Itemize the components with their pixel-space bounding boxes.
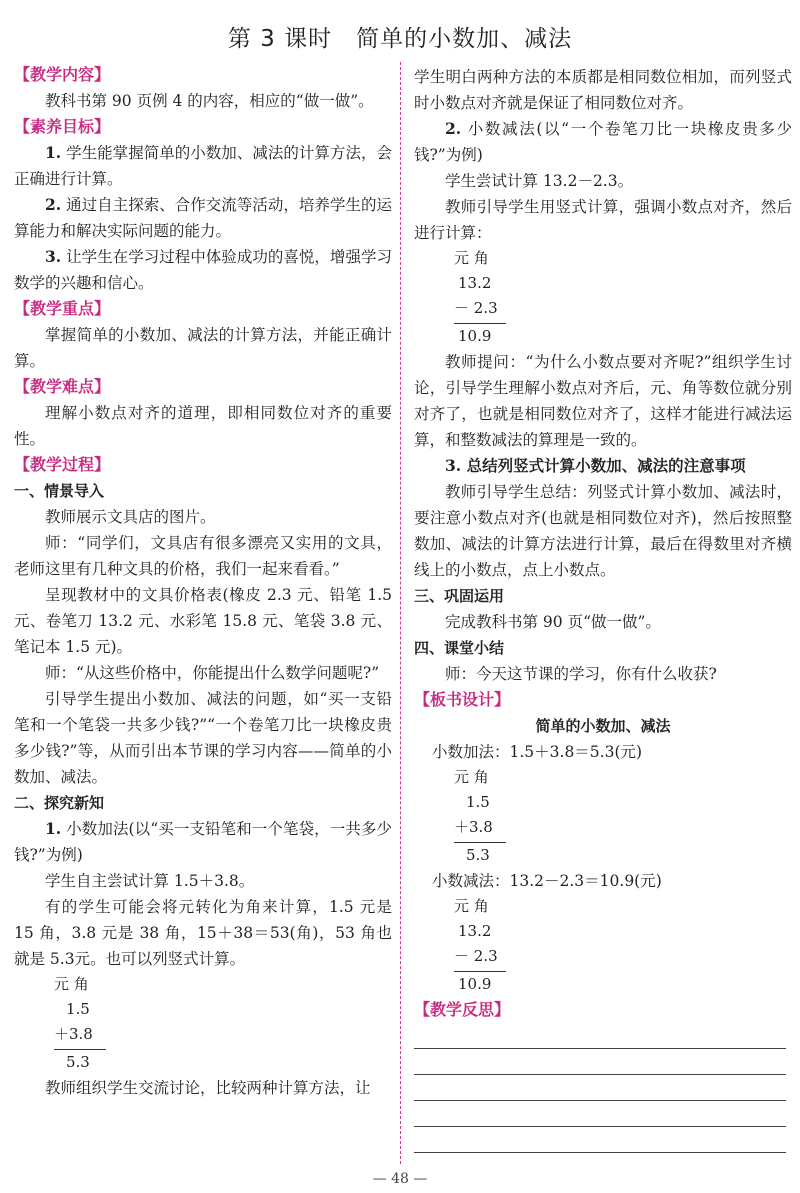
page-number: — 48 — [372, 1171, 428, 1187]
heading-practice: 三、巩固运用 [414, 587, 505, 605]
goal-item: 2. 通过自主探索、合作交流等活动，培养学生的运算能力和解决实际问题的能力。 [14, 195, 392, 240]
paragraph: 师：今天这节课的学习，你有什么收获? [445, 665, 717, 683]
unit-header: 元 角 [454, 897, 489, 915]
writing-line[interactable] [414, 1049, 786, 1075]
reflection-lines [414, 1023, 792, 1153]
paragraph: 引导学生提出小数加、减法的问题，如“买一支铅笔和一个笔袋一共多少钱?”“一个卷笔刀比一块橡皮贵多少钱?”等，从而引出本节课的学习内容——简单的小数加、减法。 [14, 690, 392, 786]
unit-header: 元 角 [54, 975, 89, 993]
section-reflection: 【教学反思】 [414, 1000, 511, 1019]
heading-summary: 四、课堂小结 [414, 639, 505, 657]
section-difficulties: 【教学难点】 [14, 377, 111, 396]
paragraph: 有的学生可能会将元转化为角来计算，1.5 元是 15 角，3.8 元是 38 角，15＋38＝53(角)，53 角也就是 5.3元。也可以列竖式计算。 [14, 898, 392, 968]
heading-new-knowledge: 二、探究新知 [14, 794, 105, 812]
paragraph: 学生明白两种方法的本质都是相同数位相加，而列竖式时小数点对齐就是保证了相同数位对齐。 [414, 68, 792, 112]
board-title: 简单的小数加、减法 [535, 717, 671, 735]
board-subtraction: 小数减法：13.2－2.3＝10.9(元) [432, 872, 662, 890]
paragraph: 完成教科书第 90 页“做一做”。 [445, 613, 661, 631]
result: 10.9 [458, 975, 492, 993]
page-title: 第 3 课时 简单的小数加、减法 [227, 26, 573, 52]
paragraph: 学生自主尝试计算 1.5＋3.8。 [45, 872, 255, 890]
result: 5.3 [466, 846, 490, 864]
writing-line[interactable] [414, 1023, 786, 1049]
board-vertical-subtraction [454, 894, 792, 997]
paragraph: 教师提问：“为什么小数点要对齐呢?”组织学生讨论，引导学生理解小数点对齐后，元、角等数位就分别对齐了，也就是相同数位对齐了，这样才能进行减法运算，和整数减法的算理是一致的。 [414, 353, 792, 449]
board-addition: 小数加法：1.5＋3.8＝5.3(元) [432, 743, 643, 761]
unit-header: 元 角 [454, 768, 489, 786]
column-divider [400, 62, 401, 1164]
paragraph: 教科书第 90 页例 4 的内容，相应的“做一做”。 [45, 92, 374, 110]
result: 10.9 [458, 327, 492, 345]
left-column [14, 62, 392, 1101]
paragraph: 学生尝试计算 13.2－2.3。 [445, 172, 634, 190]
writing-line[interactable] [414, 1075, 786, 1101]
paragraph: 呈现教材中的文具价格表(橡皮 2.3 元、铅笔 1.5 元、卷笔刀 13.2 元、水彩笔 15.8 元、笔袋 3.8 元、笔记本 1.5 元)。 [14, 586, 392, 656]
goal-item: 3. 让学生在学习过程中体验成功的喜悦，增强学习数学的兴趣和信心。 [14, 247, 392, 292]
paragraph: 掌握简单的小数加、减法的计算方法，并能正确计算。 [14, 326, 392, 370]
section-process: 【教学过程】 [14, 455, 111, 474]
paragraph: 2. 小数减法(以“一个卷笔刀比一块橡皮贵多少钱?”为例) [414, 119, 792, 164]
paragraph: 教师组织学生交流讨论，比较两种计算方法，让 [45, 1079, 371, 1097]
paragraph: 教师展示文具店的图片。 [45, 508, 216, 526]
paragraph: 3. 总结列竖式计算小数加、减法的注意事项 [445, 456, 746, 475]
unit-header: 元 角 [454, 249, 489, 267]
result: 5.3 [66, 1053, 90, 1071]
section-board-design: 【板书设计】 [414, 690, 511, 709]
vertical-addition [54, 972, 392, 1075]
operand: ＋3.8 [454, 818, 493, 836]
goal-item: 1. 学生能掌握简单的小数加、减法的计算方法，会正确进行计算。 [14, 143, 392, 188]
paragraph: 师：“同学们，文具店有很多漂亮又实用的文具，老师这里有几种文具的价格，我们一起来看看。” [14, 534, 392, 578]
operand: 13.2 [458, 922, 492, 940]
paragraph: 1. 小数加法(以“买一支铅笔和一个笔袋，一共多少钱?”为例) [14, 819, 392, 864]
writing-line[interactable] [414, 1101, 786, 1127]
operand: － 2.3 [454, 947, 498, 965]
paragraph: 理解小数点对齐的道理，即相同数位对齐的重要性。 [14, 404, 392, 448]
operand: － 2.3 [454, 299, 498, 317]
operand: ＋3.8 [54, 1025, 93, 1043]
right-column [414, 64, 792, 1153]
writing-line[interactable] [414, 1127, 786, 1153]
section-key-points: 【教学重点】 [14, 299, 111, 318]
operand: 1.5 [66, 1000, 90, 1018]
paragraph: 教师引导学生总结：列竖式计算小数加、减法时，要注意小数点对齐(也就是相同数位对齐)，然后按照整数加、减法的计算方法进行计算，最后在得数里对齐横线上的小数点，点上小数点。 [414, 483, 792, 579]
vertical-subtraction [454, 246, 792, 349]
paragraph: 师：“从这些价格中，你能提出什么数学问题呢?” [45, 664, 380, 682]
section-teaching-content: 【教学内容】 [14, 65, 111, 84]
heading-intro: 一、情景导入 [14, 482, 105, 500]
operand: 1.5 [466, 793, 490, 811]
section-goals: 【素养目标】 [14, 117, 111, 136]
board-vertical-addition [454, 765, 792, 868]
operand: 13.2 [458, 274, 492, 292]
paragraph: 教师引导学生用竖式计算，强调小数点对齐，然后进行计算： [414, 198, 792, 242]
